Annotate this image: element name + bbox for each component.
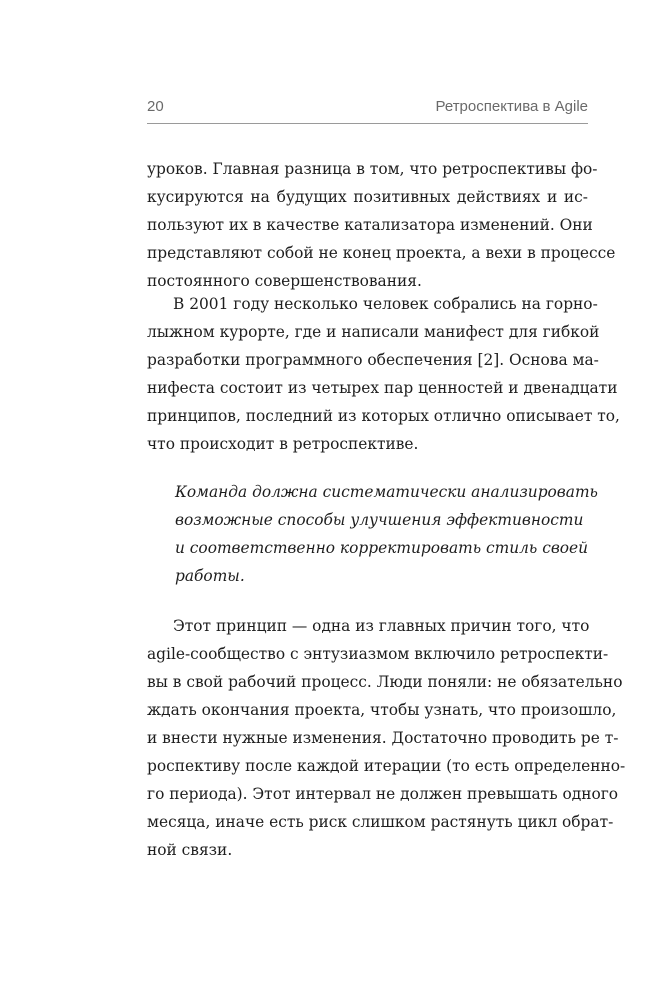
text-line: принципов, последний из которых отлично описывает то, — [147, 407, 620, 425]
text-line: представляют собой не конец проекта, а вехи в процессе — [147, 244, 616, 262]
page-header — [147, 98, 588, 122]
text-line: роспективу после каждой итерации (то есть определенно- — [147, 757, 626, 775]
blockquote — [175, 478, 598, 590]
text-line: что происходит в ретроспективе. — [147, 435, 419, 453]
running-title: Ретроспектива в Agile — [435, 98, 588, 115]
text-line: В 2001 году несколько человек собрались на горно- — [173, 295, 598, 313]
paragraph-3 — [147, 612, 626, 864]
text-line: разработки программного обеспечения [2]. Основа ма- — [147, 351, 599, 369]
page-number: 20 — [147, 98, 164, 115]
text-line: agile-сообщество с энтузиазмом включило ретроспекти- — [147, 645, 609, 663]
text-line: месяца, иначе есть риск слишком растянуть цикл обрат- — [147, 813, 614, 831]
text-line: нифеста состоит из четырех пар ценностей и двенадцати — [147, 379, 618, 397]
text-line: ждать окончания проекта, чтобы узнать, что произошло, — [147, 701, 617, 719]
text-line: пользуют их в качестве катализатора изменений. Они — [147, 216, 593, 234]
quote-line: возможные способы улучшения эффективности — [175, 511, 584, 529]
quote-line: работы. — [175, 567, 245, 585]
text-line: уроков. Главная разница в том, что ретроспективы фо- — [147, 160, 598, 178]
text-line: постоянного совершенствования. — [147, 272, 422, 290]
text-line: Этот принцип — одна из главных причин того, что — [173, 617, 590, 635]
text-line: и внести нужные изменения. Достаточно проводить ре т- — [147, 729, 619, 747]
header-rule — [147, 123, 588, 124]
text-line: ной связи. — [147, 841, 233, 859]
paragraph-2 — [147, 290, 620, 458]
text-line: кусируются на будущих позитивных действиях и ис- — [147, 188, 588, 206]
text-line: вы в свой рабочий процесс. Люди поняли: не обязательно — [147, 673, 623, 691]
paragraph-1 — [147, 155, 616, 295]
quote-line: Команда должна систематически анализировать — [175, 483, 598, 501]
quote-line: и соответственно корректировать стиль своей — [175, 539, 589, 557]
text-line: лыжном курорте, где и написали манифест для гибкой — [147, 323, 600, 341]
text-line: го периода). Этот интервал не должен превышать одного — [147, 785, 619, 803]
